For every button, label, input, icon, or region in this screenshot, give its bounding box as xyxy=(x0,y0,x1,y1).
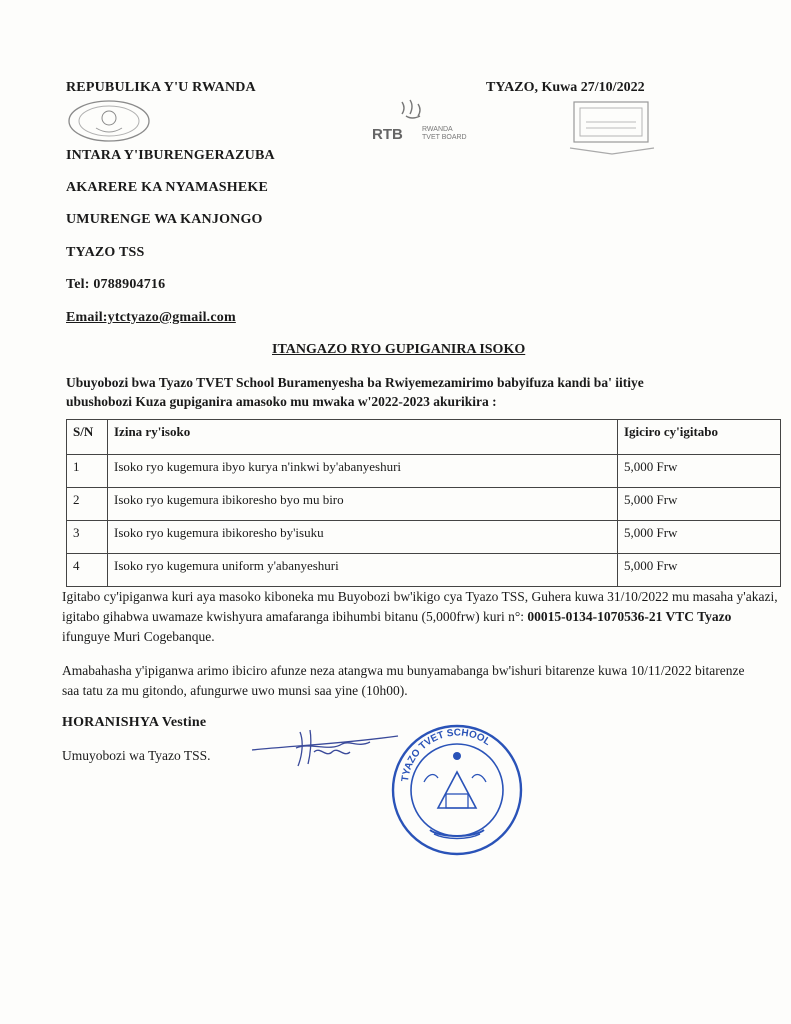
bid-document-end: ifunguye Muri Cogebanque. xyxy=(62,629,215,644)
handwritten-signature xyxy=(250,722,400,772)
rtb-logo-sub1: RWANDA xyxy=(422,126,453,133)
tender-table xyxy=(66,419,781,587)
row-tender-name: Isoko ryo kugemura ibikoresho by'isuku xyxy=(108,521,618,554)
signatory-name: HORANISHYA Vestine xyxy=(62,715,207,730)
header-tender-name: Izina ry'isoko xyxy=(108,420,618,455)
table-row xyxy=(67,521,781,554)
place-date: TYAZO, Kuwa 27/10/2022 xyxy=(486,80,645,95)
rtb-logo-sub2: TVET BOARD xyxy=(422,134,467,141)
bid-document-text: Igitabo cy'ipiganwa kuri aya masoko kiboneka mu Buyobozi bw'ikigo cya Tyazo TSS, Guhera kuwa 31/10/2022 mu masaha y'akazi, igitabo gihabwa uwamaze kwishyura amafaranga ibihumbi bitanu (5,000frw) kuri n°: xyxy=(62,589,778,624)
row-price: 5,000 Frw xyxy=(618,521,781,554)
row-tender-name: Isoko ryo kugemura uniform y'abanyeshuri xyxy=(108,554,618,587)
province-heading: INTARA Y'IBURENGERAZUBA xyxy=(66,148,275,163)
district-heading: AKARERE KA NYAMASHEKE xyxy=(66,180,269,195)
table-header-row xyxy=(67,420,781,455)
telephone-line: Tel: 0788904716 xyxy=(66,277,166,292)
row-price: 5,000 Frw xyxy=(618,554,781,587)
row-sn: 1 xyxy=(67,455,108,488)
stamp-text: TYAZO TVET SCHOOL xyxy=(399,727,493,783)
row-sn: 2 xyxy=(67,488,108,521)
notice-title: ITANGAZO RYO GUPIGANIRA ISOKO xyxy=(272,342,526,357)
rtb-logo-text: RTB xyxy=(372,126,403,143)
row-tender-name: Isoko ryo kugemura ibikoresho byo mu biro xyxy=(108,488,618,521)
table-row xyxy=(67,554,781,587)
header-price: Igiciro cy'igitabo xyxy=(618,420,781,455)
sector-heading: UMURENGE WA KANJONGO xyxy=(66,212,263,227)
rtb-logo xyxy=(372,98,482,146)
table-row xyxy=(67,488,781,521)
republic-heading: REPUBULIKA Y'U RWANDA xyxy=(66,80,256,95)
table-row xyxy=(67,455,781,488)
row-sn: 4 xyxy=(67,554,108,587)
bid-document-paragraph xyxy=(62,587,780,647)
row-sn: 3 xyxy=(67,521,108,554)
row-tender-name: Isoko ryo kugemura ibyo kurya n'inkwi by'abanyeshuri xyxy=(108,455,618,488)
bid-submission-paragraph: Amabahasha y'ipiganwa arimo ibiciro afunze neza atangwa mu bunyamabanga bw'ishuri bitarenze kuwa 10/11/2022 bitarenze saa tatu za mu gitondo, afungurwe uwo munsi saa yine (10h00). xyxy=(62,663,745,698)
header-sn: S/N xyxy=(67,420,108,455)
signatory-role: Umuyobozi wa Tyazo TSS. xyxy=(62,748,211,763)
coat-of-arms-logo xyxy=(66,98,152,144)
row-price: 5,000 Frw xyxy=(618,455,781,488)
email-line: Email:ytctyazo@gmail.com xyxy=(66,310,236,325)
official-school-stamp xyxy=(386,712,528,862)
row-price: 5,000 Frw xyxy=(618,488,781,521)
bank-account-number: 00015-0134-1070536-21 VTC Tyazo xyxy=(527,609,732,624)
school-heading: TYAZO TSS xyxy=(66,245,145,260)
school-crest-stamp xyxy=(566,98,658,160)
notice-intro: Ubuyobozi bwa Tyazo TVET School Buramenyesha ba Rwiyemezamirimo babyifuza kandi ba' iitiye ubushobozi Kuza gupiganira amasoko mu mwaka w'2022-2023 akurikira : xyxy=(66,375,644,409)
